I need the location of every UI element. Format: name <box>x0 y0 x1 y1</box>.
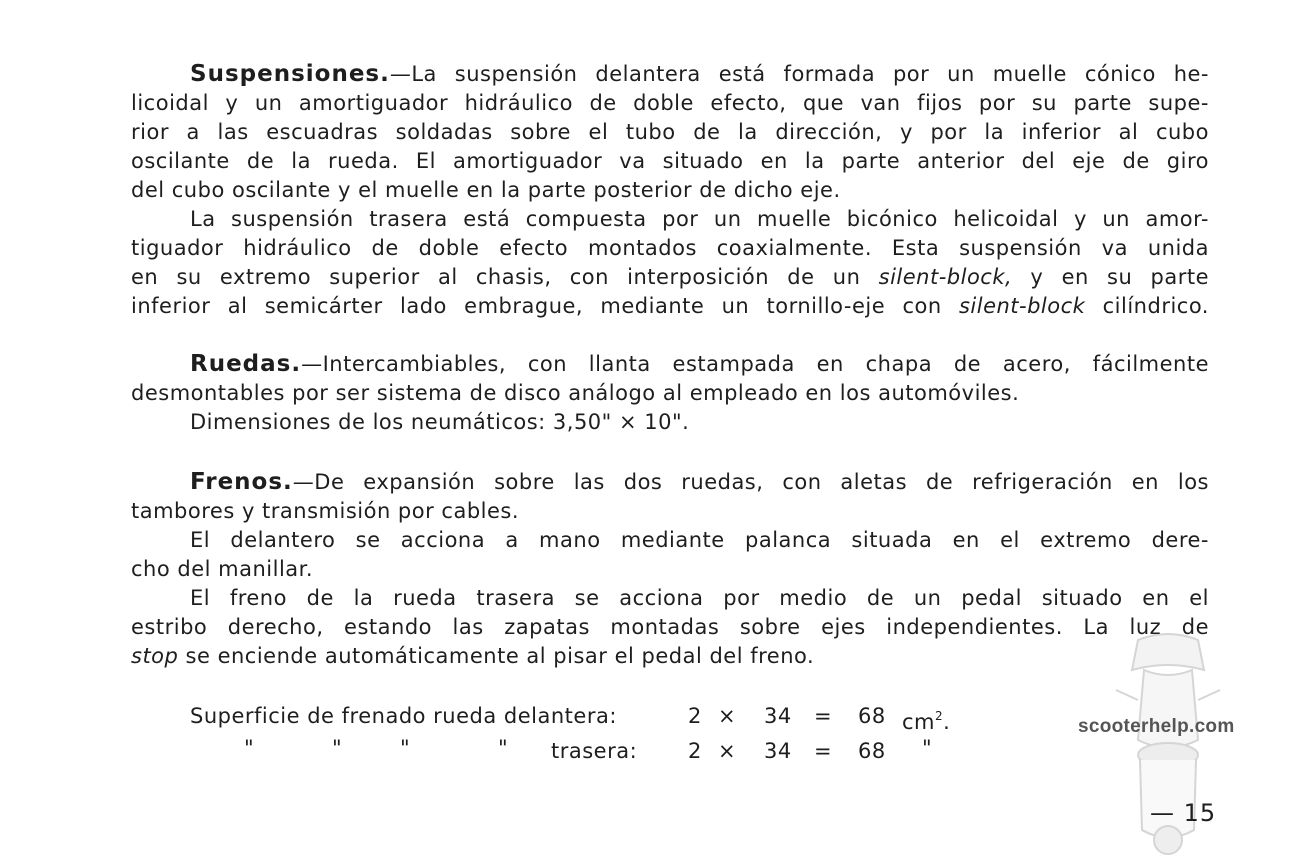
frenos-text-7b: se enciende automáticamente al pisar el pedal del freno. <box>178 644 815 668</box>
frenos-line-5: El freno de la rueda trasera se acciona por medio de un pedal situado en el <box>190 586 1209 610</box>
silent-block-term-2: silent-block <box>958 294 1086 318</box>
ditto-mark-2: " <box>332 736 343 760</box>
superficie-eq1: = <box>814 704 833 728</box>
superficie-unit <box>902 702 950 737</box>
ruedas-line-3: Dimensiones de los neumáticos: 3,50" × 10". <box>190 410 690 434</box>
superficie-times2: × <box>718 739 737 763</box>
suspensiones-text-9c: cilíndrico. <box>1085 294 1209 318</box>
suspensiones-line-2: licoidal y un amortiguador hidráulico de doble efecto, que van fijos por su parte supe- <box>131 91 1209 115</box>
stop-term: stop <box>131 644 179 668</box>
suspensiones-line-5: del cubo oscilante y el muelle en la parte posterior de dicho eje. <box>131 178 841 202</box>
suspensiones-line-4: oscilante de la rueda. El amortiguador va situado en la parte anterior del eje de giro <box>131 149 1209 173</box>
ditto-mark-1: " <box>244 736 255 760</box>
suspensiones-line-6: La suspensión trasera está compuesta por un muelle bicónico helicoidal y un amor- <box>190 207 1209 231</box>
ditto-mark-5: " <box>922 736 933 760</box>
page-number: — 15 <box>1150 799 1217 827</box>
superficie-a2: 2 <box>688 739 702 763</box>
superficie-times1: × <box>718 704 737 728</box>
ruedas-line-1 <box>190 350 1209 379</box>
suspensiones-text-8c: y en su parte <box>1012 265 1209 289</box>
frenos-line-2: tambores y transmisión por cables. <box>131 499 520 523</box>
frenos-text-1: —De expansión sobre las dos ruedas, con aletas de refrigeración en los <box>292 470 1209 494</box>
suspensiones-text-1: —La suspensión delantera está formada por un muelle cónico he- <box>389 62 1209 86</box>
ditto-mark-3: " <box>400 736 411 760</box>
unit-exponent: 2 <box>935 709 944 723</box>
suspensiones-line-8 <box>131 263 1209 292</box>
suspensiones-text-9a: inferior al semicárter lado embrague, mediante un tornillo-eje con <box>131 294 959 318</box>
frenos-line-4: cho del manillar. <box>131 557 314 581</box>
unit-cm: cm <box>902 710 936 734</box>
ruedas-heading: Ruedas. <box>190 351 302 377</box>
suspensiones-line-3: rior a las escuadras soldadas sobre el tubo de la dirección, y por la inferior al cubo <box>131 120 1209 144</box>
frenos-line-1 <box>190 468 1209 497</box>
suspensiones-line-7: tiguador hidráulico de doble efecto montados coaxialmente. Esta suspensión va unida <box>131 236 1209 260</box>
ditto-mark-4: " <box>498 736 509 760</box>
superficie-b2: 34 <box>764 739 792 763</box>
suspensiones-heading: Suspensiones. <box>190 61 390 87</box>
suspensiones-text-8a: en su extremo superior al chasis, con interposición de un <box>131 265 879 289</box>
frenos-line-6: estribo derecho, estando las zapatas montadas sobre ejes independientes. La luz de <box>131 615 1209 639</box>
superficie-a1: 2 <box>688 704 702 728</box>
silent-block-term: silent-block, <box>878 265 1013 289</box>
superficie-r2: 68 <box>858 739 886 763</box>
superficie-label-trasera: trasera: <box>551 739 638 763</box>
suspensiones-line-9 <box>131 292 1209 321</box>
superficie-r1: 68 <box>858 704 886 728</box>
unit-end: . <box>943 710 951 734</box>
frenos-line-3: El delantero se acciona a mano mediante palanca situada en el extremo dere- <box>190 528 1209 552</box>
superficie-b1: 34 <box>764 704 792 728</box>
ruedas-text-1: —Intercambiables, con llanta estampada en chapa de acero, fácilmente <box>301 352 1209 376</box>
frenos-heading: Frenos. <box>190 469 293 495</box>
ruedas-line-2: desmontables por ser sistema de disco análogo al empleado en los automóviles. <box>131 381 1020 405</box>
frenos-line-7 <box>131 642 1209 671</box>
superficie-label-delantera: Superficie de frenado rueda delantera: <box>190 704 617 728</box>
superficie-eq2: = <box>814 739 833 763</box>
watermark-text: scooterhelp.com <box>1078 716 1235 737</box>
suspensiones-line-1 <box>190 60 1209 89</box>
